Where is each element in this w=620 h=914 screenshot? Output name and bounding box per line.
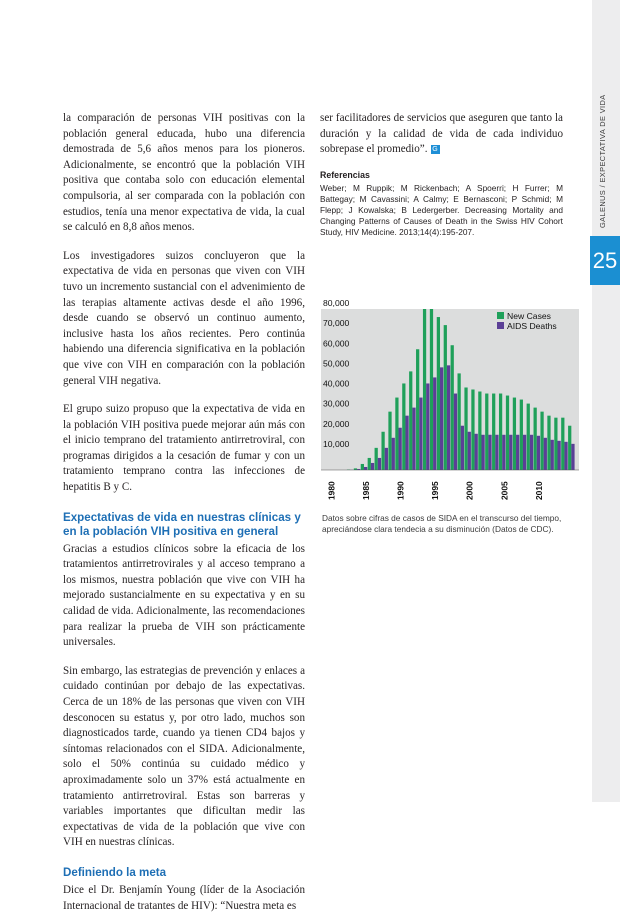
bar-aids-deaths-1997 (461, 426, 464, 470)
bar-new-cases-2001 (485, 394, 488, 470)
bar-new-cases-1998 (464, 387, 467, 470)
bar-aids-deaths-2007 (530, 435, 533, 470)
bar-aids-deaths-1989 (405, 416, 408, 470)
bar-aids-deaths-2001 (488, 435, 491, 470)
bar-aids-deaths-2000 (481, 435, 484, 470)
aids-cases-chart (321, 309, 579, 505)
bar-aids-deaths-2011 (558, 441, 561, 470)
section-heading-meta: Definiendo la meta (63, 866, 305, 880)
bar-aids-deaths-2012 (564, 442, 567, 470)
bar-aids-deaths-1994 (440, 367, 443, 470)
x-tick-label-1985: 1985 (361, 481, 371, 500)
bar-aids-deaths-2003 (502, 435, 505, 470)
bar-aids-deaths-1999 (475, 434, 478, 470)
bar-aids-deaths-1991 (419, 398, 422, 470)
references-text: Weber; M Ruppik; M Rickenbach; A Spoerri; H Furrer; M Battegay; M Cavassini; A Calmy; E Bernasconi; P Schmid; M Flepp; J Kowalska; B Ledergerber. Decreasing Mortality and Changing Patterns of Causes of Death in the Swiss HIV Cohort Study, HIV Medicine. 2013;14(4):195-207. (320, 183, 563, 238)
bar-aids-deaths-1983 (364, 467, 367, 470)
right-paragraph-1-text: ser facilitadores de servicios que aseguren que tanto la duración y la calidad de vida de cada individuo sobrepase el promedio”. (320, 112, 563, 155)
bar-aids-deaths-1988 (399, 428, 402, 470)
bar-new-cases-1987 (388, 412, 391, 470)
x-tick-label-2005: 2005 (499, 481, 509, 500)
bar-new-cases-1984 (368, 458, 371, 470)
section-heading-expectativas: Expectativas de vida en nuestras clínicas y en la población VIH positiva en general (63, 511, 305, 539)
bar-new-cases-1991 (416, 349, 419, 470)
left-paragraph-5: Sin embargo, las estrategias de prevención y enlaces a cuidado continúan por debajo de las expectativas. Cerca de un 18% de las personas que viven con VIH desconocen su estatus y, por otro lado, muchos son diagnosticados tarde, cuando ya tienen CD4 bajos y síntomas relacionados con el SIDA. Adicionalmente, solo el 50% continúa su cuidado médico y aproximadamente solo un 37% está actualmente en tratamiento antirretroviral. Estas son barreras y variables importantes que dificultan medir las expectativas de vida de la población que vive con VIH en nuestras clínicas. (63, 664, 305, 851)
bar-new-cases-2012 (561, 418, 564, 470)
x-tick-label-2010: 2010 (534, 481, 544, 500)
bar-new-cases-2002 (492, 394, 495, 470)
left-paragraph-3: El grupo suizo propuso que la expectativa de vida en la población VIH positiva puede mejorar aún más con el inicio temprano del tratamiento antirretroviral, con programas dirigidos a la cesación de fumar y con un tratamiento temprano contra las infecciones de hepatitis B y C. (63, 402, 305, 496)
left-column (63, 111, 305, 914)
bar-new-cases-1990 (409, 371, 412, 470)
bar-aids-deaths-1993 (433, 377, 436, 470)
right-paragraph-1 (320, 111, 563, 158)
y-tick-label-70000: 70,000 (323, 318, 350, 328)
bar-new-cases-1988 (395, 398, 398, 470)
page-number: 25 (590, 236, 620, 285)
bar-new-cases-2006 (520, 400, 523, 470)
x-tick-label-1990: 1990 (396, 481, 406, 500)
y-tick-label-80000: 80,000 (323, 298, 350, 308)
bar-aids-deaths-1987 (392, 438, 395, 470)
bar-aids-deaths-1992 (426, 383, 429, 470)
bar-new-cases-1983 (361, 464, 364, 470)
bar-new-cases-2005 (513, 398, 516, 470)
bar-aids-deaths-1995 (447, 365, 450, 470)
bar-aids-deaths-2009 (544, 438, 547, 470)
bar-new-cases-1997 (458, 373, 461, 470)
bar-new-cases-2010 (547, 416, 550, 470)
left-paragraph-1: la comparación de personas VIH positivas con la población general educada, hubo una diferencia demostrada de 5,6 años menos para los pioneros. Adicionalmente, se encontró que la población VIH positiva que contaba solo con educación elemental compulsoria, al ser comparada con la población con estudios, tenía una menor expectativa de vida, la cual se calculó en 8,8 años menos. (63, 111, 305, 236)
bar-new-cases-1995 (444, 325, 447, 470)
page-number-box (590, 236, 620, 285)
references-title: Referencias (320, 170, 563, 180)
left-paragraph-6: Dice el Dr. Benjamín Young (líder de la Asociación Internacional de tratantes de HIV): “Nuestra meta es (63, 883, 305, 914)
bar-new-cases-1996 (451, 345, 454, 470)
y-tick-label-20000: 20,000 (323, 419, 350, 429)
bar-aids-deaths-2006 (523, 435, 526, 470)
legend-label-new-cases: New Cases (507, 311, 551, 321)
bar-new-cases-2011 (554, 418, 557, 470)
bar-new-cases-2003 (499, 394, 502, 470)
bar-aids-deaths-1984 (371, 463, 374, 470)
bar-new-cases-1985 (375, 448, 378, 470)
chart-caption: Datos sobre cifras de casos de SIDA en el transcurso del tiempo, apreciándose clara tendecia a su disminución (Datos de CDC). (322, 513, 562, 534)
running-title: GALENUS / EXPECTATIVA DE VIDA (598, 94, 607, 228)
bar-new-cases-2013 (568, 426, 571, 470)
y-tick-label-10000: 10,000 (323, 439, 350, 449)
bar-new-cases-1994 (437, 317, 440, 470)
bar-new-cases-2007 (527, 404, 530, 470)
bar-new-cases-2009 (540, 412, 543, 470)
bar-new-cases-1989 (402, 383, 405, 470)
y-tick-label-40000: 40,000 (323, 379, 350, 389)
bar-new-cases-1992 (423, 309, 426, 470)
bar-aids-deaths-2004 (509, 435, 512, 470)
end-of-article-mark: G (431, 145, 440, 154)
x-tick-label-1995: 1995 (430, 481, 440, 500)
bar-aids-deaths-2013 (571, 444, 574, 470)
bar-aids-deaths-2010 (551, 440, 554, 470)
bar-aids-deaths-1996 (454, 394, 457, 470)
bar-new-cases-1993 (430, 309, 433, 470)
legend-label-aids-deaths: AIDS Deaths (507, 321, 557, 331)
left-paragraph-4: Gracias a estudios clínicos sobre la eficacia de los tratamientos antirretrovirales y al acceso temprano a los mismos, nuestra población que vive con VIH ha mejorado sustancialmente en su expectativa y en su calidad de vida. Adicionalmente, las recomendaciones para realizar la prueba de VIH son prácticamente universales. (63, 542, 305, 651)
y-tick-label-30000: 30,000 (323, 399, 350, 409)
legend-swatch-aids-deaths (497, 322, 504, 329)
legend-swatch-new-cases (497, 312, 504, 319)
bar-aids-deaths-1986 (385, 448, 388, 470)
bar-new-cases-2000 (478, 392, 481, 470)
bar-aids-deaths-2008 (537, 436, 540, 470)
x-tick-label-2000: 2000 (465, 481, 475, 500)
right-column (320, 111, 563, 238)
left-paragraph-2: Los investigadores suizos concluyeron que la expectativa de vida en personas que viven con VIH tuvo un incremento sustancial con el advenimiento de las terapias altamente activas desde el año 1996, desde cuando se observó un continuo aumento, inclusive hasta los años recientes. Pero continúa habiendo una diferencia significativa en la población que vive con VIH en comparación con la población general VIH negativa. (63, 249, 305, 389)
bar-new-cases-2008 (534, 408, 537, 470)
bar-new-cases-2004 (506, 396, 509, 470)
bar-aids-deaths-2005 (516, 435, 519, 470)
chart-svg (321, 309, 579, 505)
bar-new-cases-1999 (471, 390, 474, 471)
y-tick-label-50000: 50,000 (323, 358, 350, 368)
bar-aids-deaths-2002 (495, 435, 498, 470)
y-tick-label-60000: 60,000 (323, 338, 350, 348)
bar-aids-deaths-1985 (378, 458, 381, 470)
bar-aids-deaths-1998 (468, 432, 471, 470)
bar-aids-deaths-1990 (412, 408, 415, 470)
x-tick-label-1980: 1980 (326, 481, 336, 500)
bar-new-cases-1986 (381, 432, 384, 470)
